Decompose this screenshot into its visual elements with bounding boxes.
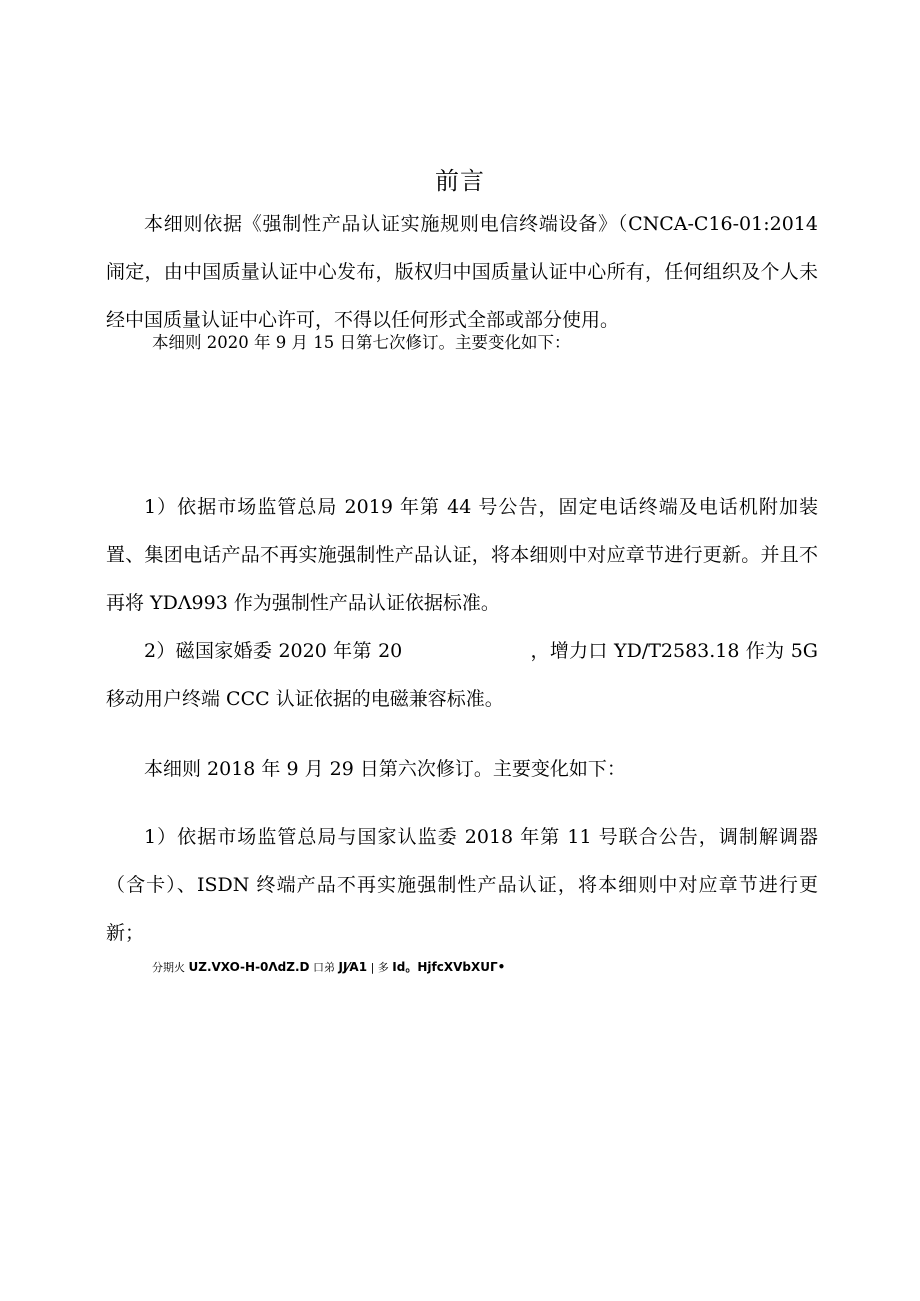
revision-7-heading: 本细则 2020 年 9 月 15 日第七次修订。主要变化如下：: [152, 333, 571, 352]
garbled-part-4: JJ⁄A1: [338, 960, 368, 974]
garbled-part-5: | 多: [370, 961, 389, 974]
garbled-part-6: Id。HjfcXVbXUΓ•: [392, 960, 506, 974]
revision-7-item-1: 1）依据市场监管总局 2019 年第 44 号公告，固定电话终端及电话机附加装置、集团电话产品不再实施强制性产品认证，将本细则中对应章节进行更新。并且不再将 YDΛ993 作为强制性产品认证依据标准。: [106, 496, 818, 614]
garbled-part-1: 分期火: [152, 961, 185, 974]
page-title: 前言: [435, 167, 485, 195]
garbled-text-line: [152, 958, 752, 977]
revision-7-item-2: [106, 627, 818, 723]
intro-paragraph: 本细则依据《强制性产品认证实施规则电信终端设备》（CNCA-C16-01:2014 闹定，由中国质量认证中心发布，版权归中国质量认证中心所有，任何组织及个人未经中国质量认证中心许可，不得以任何形式全部或部分使用。: [106, 213, 818, 331]
revision-7-item-2-part-b: ，增力口 YD/T2583.18 作为 5G 移动用户终端 CCC 认证依据的电磁兼容标准。: [106, 640, 818, 710]
garbled-part-3: 口弟: [313, 961, 335, 974]
revision-7-item-2-part-a: 2）磁国家婚委 2020 年第 20: [144, 640, 403, 662]
garbled-part-2: UZ.VXO-H-0ΛdZ.D: [188, 960, 310, 974]
revision-6-heading: 本细则 2018 年 9 月 29 日第六次修订。主要变化如下：: [144, 758, 626, 780]
revision-6-item-1: 1）依据市场监管总局与国家认监委 2018 年第 11 号联合公告，调制解调器（含卡）、ISDN 终端产品不再实施强制性产品认证，将本细则中对应章节进行更新；: [106, 826, 818, 944]
